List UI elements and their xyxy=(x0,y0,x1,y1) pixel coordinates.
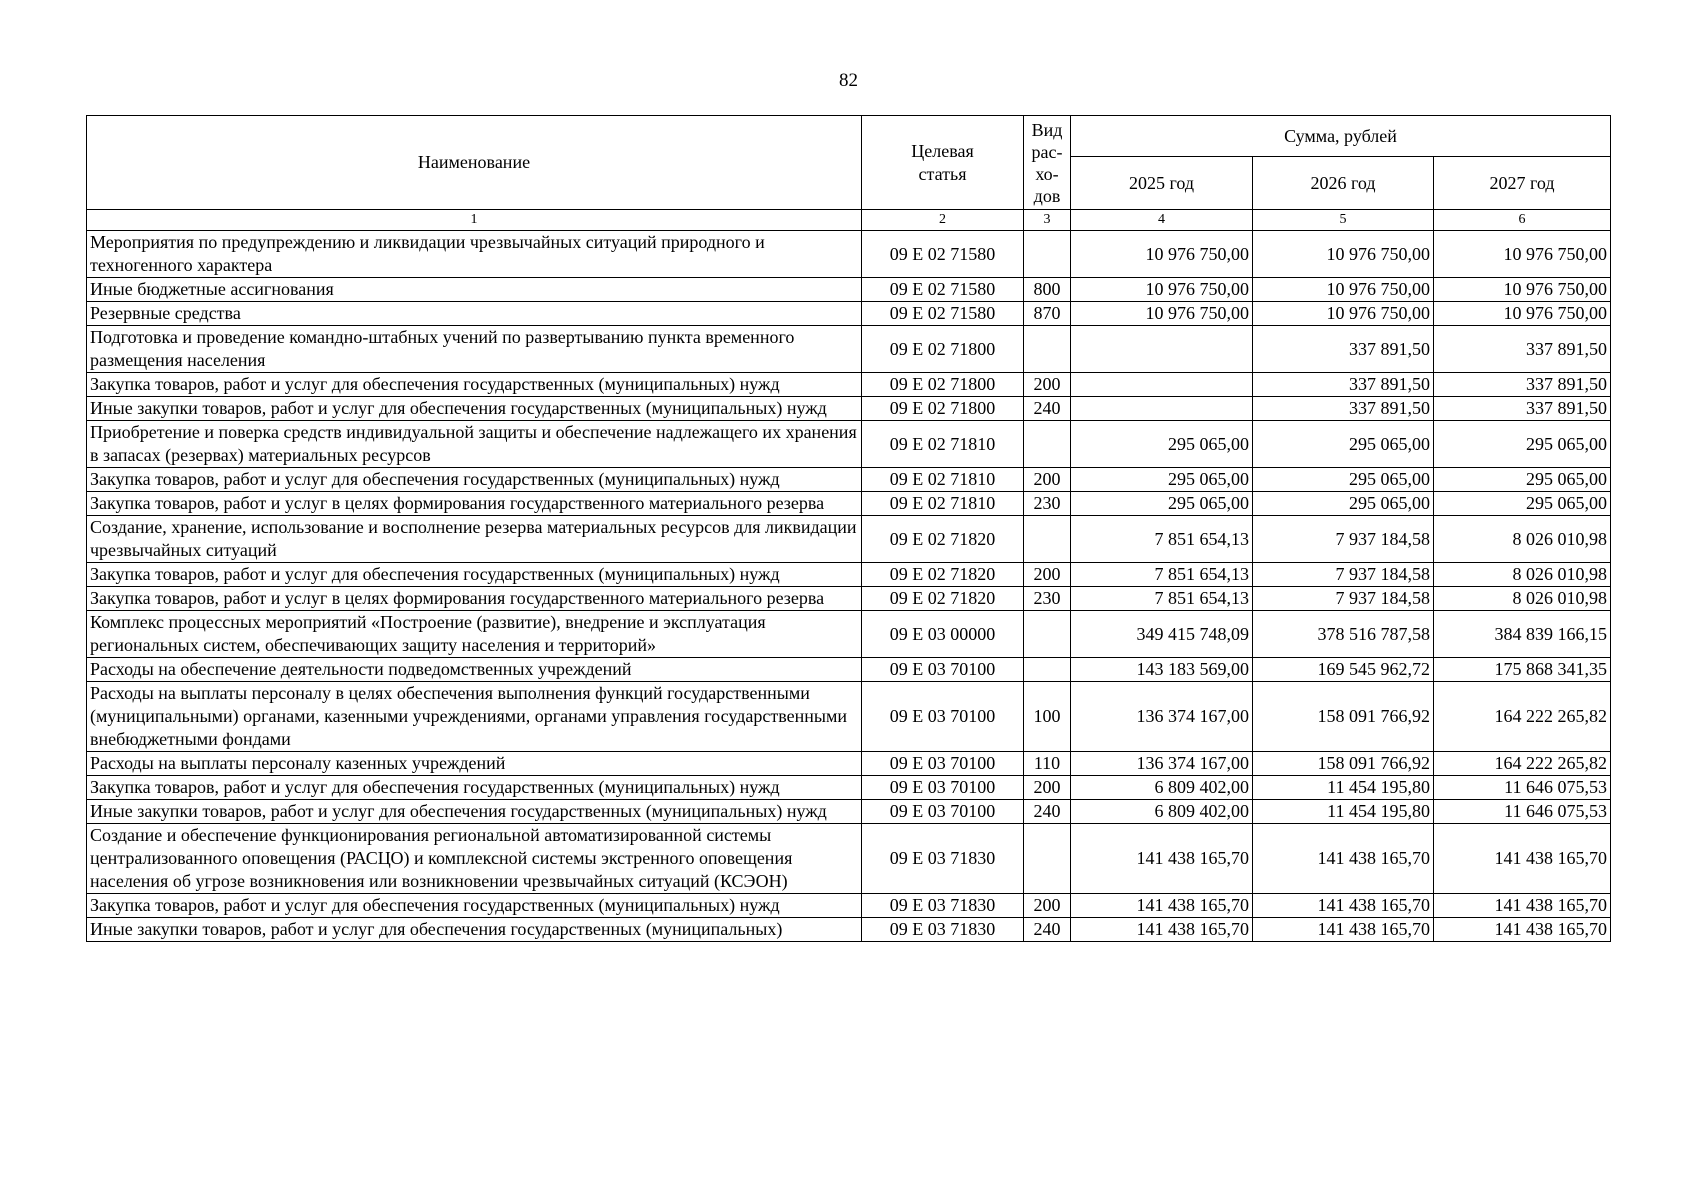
row-target-article: 09 Е 02 71820 xyxy=(862,516,1024,563)
header-name: Наименование xyxy=(87,116,862,210)
row-expense-type: 200 xyxy=(1024,373,1071,397)
row-amount-2026: 378 516 787,58 xyxy=(1253,611,1434,658)
table-row xyxy=(87,516,1611,563)
table-row xyxy=(87,824,1611,894)
header-target-article-line2: статья xyxy=(918,163,967,184)
row-amount-2026: 295 065,00 xyxy=(1253,468,1434,492)
row-amount-2026: 11 454 195,80 xyxy=(1253,776,1434,800)
table-row xyxy=(87,421,1611,468)
row-amount-2027: 295 065,00 xyxy=(1434,492,1611,516)
row-name: Комплекс процессных мероприятий «Построение (развитие), внедрение и эксплуатация региональных систем, обеспечивающих защиту населения и территорий» xyxy=(87,611,862,658)
row-amount-2025: 295 065,00 xyxy=(1071,468,1253,492)
row-amount-2026: 11 454 195,80 xyxy=(1253,800,1434,824)
table-row xyxy=(87,278,1611,302)
row-amount-2027: 295 065,00 xyxy=(1434,421,1611,468)
row-expense-type: 230 xyxy=(1024,587,1071,611)
row-name: Создание, хранение, использование и восполнение резерва материальных ресурсов для ликвидации чрезвычайных ситуаций xyxy=(87,516,862,563)
row-target-article: 09 Е 03 70100 xyxy=(862,752,1024,776)
row-amount-2026: 158 091 766,92 xyxy=(1253,682,1434,752)
header-expense-type-line2: рас- xyxy=(1031,141,1063,162)
row-amount-2027: 337 891,50 xyxy=(1434,397,1611,421)
row-name: Закупка товаров, работ и услуг для обеспечения государственных (муниципальных) нужд xyxy=(87,468,862,492)
table-row xyxy=(87,611,1611,658)
row-name: Закупка товаров, работ и услуг в целях формирования государственного материального резерва xyxy=(87,492,862,516)
column-number: 6 xyxy=(1434,210,1611,231)
row-target-article: 09 Е 02 71820 xyxy=(862,587,1024,611)
row-amount-2025: 136 374 167,00 xyxy=(1071,752,1253,776)
row-amount-2025: 10 976 750,00 xyxy=(1071,278,1253,302)
row-amount-2026: 337 891,50 xyxy=(1253,326,1434,373)
table-row xyxy=(87,397,1611,421)
row-name: Закупка товаров, работ и услуг для обеспечения государственных (муниципальных) нужд xyxy=(87,563,862,587)
row-name: Подготовка и проведение командно-штабных учений по развертыванию пункта временного размещения населения xyxy=(87,326,862,373)
header-target-article xyxy=(862,116,1024,210)
row-amount-2027: 141 438 165,70 xyxy=(1434,824,1611,894)
row-amount-2026: 10 976 750,00 xyxy=(1253,302,1434,326)
row-expense-type: 200 xyxy=(1024,776,1071,800)
table-row xyxy=(87,468,1611,492)
row-expense-type: 800 xyxy=(1024,278,1071,302)
row-amount-2027: 8 026 010,98 xyxy=(1434,516,1611,563)
row-expense-type: 200 xyxy=(1024,468,1071,492)
row-target-article: 09 Е 03 71830 xyxy=(862,894,1024,918)
header-year-2026: 2026 год xyxy=(1253,157,1434,210)
row-target-article: 09 Е 03 00000 xyxy=(862,611,1024,658)
row-name: Иные закупки товаров, работ и услуг для обеспечения государственных (муниципальных) нужд xyxy=(87,397,862,421)
row-name: Иные закупки товаров, работ и услуг для обеспечения государственных (муниципальных) xyxy=(87,918,862,942)
header-sum: Сумма, рублей xyxy=(1071,116,1611,157)
row-amount-2026: 10 976 750,00 xyxy=(1253,231,1434,278)
header-expense-type-line1: Вид xyxy=(1031,119,1063,140)
row-name: Закупка товаров, работ и услуг для обеспечения государственных (муниципальных) нужд xyxy=(87,776,862,800)
row-name: Иные бюджетные ассигнования xyxy=(87,278,862,302)
row-target-article: 09 Е 02 71810 xyxy=(862,468,1024,492)
row-target-article: 09 Е 02 71810 xyxy=(862,421,1024,468)
table-row xyxy=(87,918,1611,942)
row-expense-type xyxy=(1024,421,1071,468)
table-row xyxy=(87,492,1611,516)
header-expense-type xyxy=(1024,116,1071,210)
row-expense-type: 870 xyxy=(1024,302,1071,326)
table-body xyxy=(87,231,1611,942)
row-target-article: 09 Е 02 71580 xyxy=(862,278,1024,302)
row-expense-type: 240 xyxy=(1024,800,1071,824)
row-expense-type xyxy=(1024,611,1071,658)
row-amount-2025: 349 415 748,09 xyxy=(1071,611,1253,658)
row-expense-type xyxy=(1024,824,1071,894)
row-amount-2027: 164 222 265,82 xyxy=(1434,752,1611,776)
row-expense-type: 200 xyxy=(1024,563,1071,587)
row-name: Мероприятия по предупреждению и ликвидации чрезвычайных ситуаций природного и техногенного характера xyxy=(87,231,862,278)
row-expense-type: 230 xyxy=(1024,492,1071,516)
row-expense-type: 240 xyxy=(1024,918,1071,942)
table-row xyxy=(87,587,1611,611)
row-expense-type: 110 xyxy=(1024,752,1071,776)
row-name: Приобретение и поверка средств индивидуальной защиты и обеспечение надлежащего их хранения в запасах (резервах) материальных ресурсов xyxy=(87,421,862,468)
row-amount-2026: 141 438 165,70 xyxy=(1253,894,1434,918)
row-amount-2026: 169 545 962,72 xyxy=(1253,658,1434,682)
row-amount-2025: 141 438 165,70 xyxy=(1071,824,1253,894)
row-target-article: 09 Е 02 71800 xyxy=(862,373,1024,397)
row-amount-2026: 337 891,50 xyxy=(1253,373,1434,397)
row-amount-2025: 141 438 165,70 xyxy=(1071,918,1253,942)
header-expense-type-line3: хо- xyxy=(1035,163,1059,184)
row-amount-2026: 7 937 184,58 xyxy=(1253,516,1434,563)
row-amount-2026: 295 065,00 xyxy=(1253,492,1434,516)
header-year-2025: 2025 год xyxy=(1071,157,1253,210)
row-amount-2025: 7 851 654,13 xyxy=(1071,516,1253,563)
table-row xyxy=(87,682,1611,752)
row-name: Закупка товаров, работ и услуг для обеспечения государственных (муниципальных) нужд xyxy=(87,373,862,397)
row-expense-type: 200 xyxy=(1024,894,1071,918)
table-row xyxy=(87,302,1611,326)
row-name: Создание и обеспечение функционирования региональной автоматизированной системы централизованного оповещения (РАСЦО) и комплексной системы экстренного оповещения населения об угрозе возникновения или возникновении чрезвычайных ситуаций (КСЭОН) xyxy=(87,824,862,894)
row-amount-2025: 295 065,00 xyxy=(1071,421,1253,468)
table-row xyxy=(87,373,1611,397)
row-amount-2027: 8 026 010,98 xyxy=(1434,587,1611,611)
column-number: 4 xyxy=(1071,210,1253,231)
row-amount-2025: 141 438 165,70 xyxy=(1071,894,1253,918)
row-target-article: 09 Е 03 70100 xyxy=(862,800,1024,824)
row-amount-2027: 295 065,00 xyxy=(1434,468,1611,492)
row-amount-2025: 6 809 402,00 xyxy=(1071,776,1253,800)
row-amount-2027: 10 976 750,00 xyxy=(1434,231,1611,278)
row-amount-2025: 136 374 167,00 xyxy=(1071,682,1253,752)
row-amount-2026: 141 438 165,70 xyxy=(1253,824,1434,894)
table-header xyxy=(87,116,1611,231)
row-amount-2025 xyxy=(1071,397,1253,421)
page-number: 82 xyxy=(839,70,858,91)
column-number-row xyxy=(87,210,1611,231)
row-amount-2027: 175 868 341,35 xyxy=(1434,658,1611,682)
column-number: 5 xyxy=(1253,210,1434,231)
row-amount-2027: 337 891,50 xyxy=(1434,373,1611,397)
row-amount-2025: 6 809 402,00 xyxy=(1071,800,1253,824)
row-amount-2026: 158 091 766,92 xyxy=(1253,752,1434,776)
row-amount-2026: 7 937 184,58 xyxy=(1253,563,1434,587)
row-amount-2027: 164 222 265,82 xyxy=(1434,682,1611,752)
row-amount-2025: 10 976 750,00 xyxy=(1071,231,1253,278)
row-amount-2027: 10 976 750,00 xyxy=(1434,302,1611,326)
row-target-article: 09 Е 02 71580 xyxy=(862,231,1024,278)
row-name: Расходы на обеспечение деятельности подведомственных учреждений xyxy=(87,658,862,682)
row-target-article: 09 Е 03 71830 xyxy=(862,918,1024,942)
row-target-article: 09 Е 03 71830 xyxy=(862,824,1024,894)
header-year-2027: 2027 год xyxy=(1434,157,1611,210)
row-amount-2026: 141 438 165,70 xyxy=(1253,918,1434,942)
row-amount-2027: 11 646 075,53 xyxy=(1434,800,1611,824)
table-row xyxy=(87,776,1611,800)
table-row xyxy=(87,326,1611,373)
header-expense-type-line4: дов xyxy=(1033,185,1061,206)
row-target-article: 09 Е 03 70100 xyxy=(862,776,1024,800)
row-amount-2025: 143 183 569,00 xyxy=(1071,658,1253,682)
row-name: Резервные средства xyxy=(87,302,862,326)
row-amount-2025: 10 976 750,00 xyxy=(1071,302,1253,326)
table-row xyxy=(87,752,1611,776)
header-target-article-line1: Целевая xyxy=(911,140,974,161)
row-amount-2025 xyxy=(1071,373,1253,397)
row-expense-type: 240 xyxy=(1024,397,1071,421)
row-target-article: 09 Е 02 71580 xyxy=(862,302,1024,326)
row-amount-2027: 10 976 750,00 xyxy=(1434,278,1611,302)
table-row xyxy=(87,894,1611,918)
row-target-article: 09 Е 03 70100 xyxy=(862,658,1024,682)
row-name: Иные закупки товаров, работ и услуг для обеспечения государственных (муниципальных) нужд xyxy=(87,800,862,824)
row-amount-2027: 11 646 075,53 xyxy=(1434,776,1611,800)
row-amount-2026: 10 976 750,00 xyxy=(1253,278,1434,302)
row-amount-2027: 384 839 166,15 xyxy=(1434,611,1611,658)
column-number: 2 xyxy=(862,210,1024,231)
row-target-article: 09 Е 02 71810 xyxy=(862,492,1024,516)
row-amount-2026: 337 891,50 xyxy=(1253,397,1434,421)
row-target-article: 09 Е 02 71800 xyxy=(862,326,1024,373)
row-amount-2026: 295 065,00 xyxy=(1253,421,1434,468)
row-name: Закупка товаров, работ и услуг в целях формирования государственного материального резерва xyxy=(87,587,862,611)
table-row xyxy=(87,563,1611,587)
row-target-article: 09 Е 03 70100 xyxy=(862,682,1024,752)
row-amount-2025 xyxy=(1071,326,1253,373)
table-row xyxy=(87,800,1611,824)
budget-table xyxy=(86,115,1611,942)
row-amount-2025: 295 065,00 xyxy=(1071,492,1253,516)
row-amount-2027: 8 026 010,98 xyxy=(1434,563,1611,587)
row-amount-2025: 7 851 654,13 xyxy=(1071,587,1253,611)
row-expense-type: 100 xyxy=(1024,682,1071,752)
row-target-article: 09 Е 02 71800 xyxy=(862,397,1024,421)
row-expense-type xyxy=(1024,516,1071,563)
row-amount-2027: 141 438 165,70 xyxy=(1434,894,1611,918)
row-amount-2027: 337 891,50 xyxy=(1434,326,1611,373)
row-amount-2026: 7 937 184,58 xyxy=(1253,587,1434,611)
row-amount-2025: 7 851 654,13 xyxy=(1071,563,1253,587)
row-amount-2027: 141 438 165,70 xyxy=(1434,918,1611,942)
column-number: 3 xyxy=(1024,210,1071,231)
row-name: Закупка товаров, работ и услуг для обеспечения государственных (муниципальных) нужд xyxy=(87,894,862,918)
table-row xyxy=(87,658,1611,682)
row-name: Расходы на выплаты персоналу в целях обеспечения выполнения функций государственными (муниципальными) органами, казенными учреждениями, органами управления государственными внебюджетными фондами xyxy=(87,682,862,752)
column-number: 1 xyxy=(87,210,862,231)
row-expense-type xyxy=(1024,231,1071,278)
row-expense-type xyxy=(1024,326,1071,373)
row-name: Расходы на выплаты персоналу казенных учреждений xyxy=(87,752,862,776)
table-row xyxy=(87,231,1611,278)
row-expense-type xyxy=(1024,658,1071,682)
row-target-article: 09 Е 02 71820 xyxy=(862,563,1024,587)
